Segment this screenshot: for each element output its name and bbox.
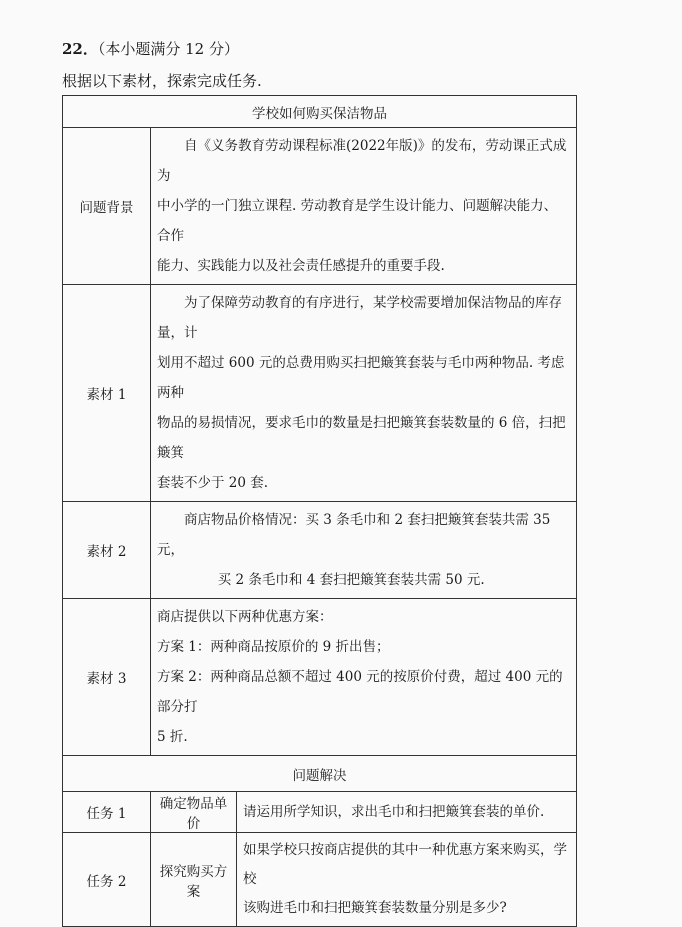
text-line: 中小学的一门独立课程. 劳动教育是学生设计能力、问题解决能力、合作 bbox=[157, 198, 558, 244]
materials-table bbox=[62, 95, 577, 927]
text-line: 能力、实践能力以及社会责任感提升的重要手段. bbox=[157, 258, 445, 274]
material-2-text bbox=[151, 502, 577, 599]
text-line: 请运用所学知识，求出毛巾和扫把簸箕套装的单价. bbox=[243, 803, 545, 820]
text-line: 方案 1：两种商品按原价的 9 折出售； bbox=[157, 639, 390, 655]
table-header-row bbox=[63, 96, 577, 128]
problem-title bbox=[62, 38, 239, 59]
text-line: 商店提供以下两种优惠方案： bbox=[157, 609, 333, 625]
text-line: 划用不超过 600 元的总费用购买扫把簸箕套装与毛巾两种物品. 考虑两种 bbox=[157, 355, 565, 401]
problem-score-note: （本小题满分 12 分） bbox=[97, 40, 239, 58]
text-line: 如果学校只按商店提供的其中一种优惠方案来购买，学校 bbox=[243, 842, 567, 887]
solve-header-row bbox=[63, 756, 577, 792]
text-line: 套装不少于 20 套. bbox=[157, 475, 269, 491]
table-title: 学校如何购买保洁物品 bbox=[63, 96, 577, 128]
background-row bbox=[63, 128, 577, 285]
row-label-background: 问题背景 bbox=[63, 128, 151, 285]
problem-number: 22． bbox=[62, 40, 98, 58]
task-1-text bbox=[237, 792, 577, 833]
material-3-row bbox=[63, 599, 577, 756]
task-2-text bbox=[237, 833, 577, 927]
text-line: 商店物品价格情况：买 3 条毛巾和 2 套扫把簸箕套装共需 35 元， bbox=[157, 512, 551, 558]
text-line: 买 2 条毛巾和 4 套扫把簸箕套装共需 50 元. bbox=[217, 572, 485, 588]
material-2-row bbox=[63, 502, 577, 599]
text-line: 该购进毛巾和扫把簸箕套装数量分别是多少? bbox=[243, 900, 507, 916]
row-label-material-2: 素材 2 bbox=[63, 502, 151, 599]
text-line: 为了保障劳动教育的有序进行，某学校需要增加保洁物品的库存量，计 bbox=[157, 295, 562, 341]
text-line: 5 折. bbox=[157, 729, 188, 745]
task-1-row bbox=[63, 792, 577, 833]
background-text bbox=[151, 128, 577, 285]
row-label-material-1: 素材 1 bbox=[63, 285, 151, 502]
task-2-name: 探究购买方案 bbox=[151, 833, 237, 927]
text-line: 自《义务教育劳动课程标准(2022年版)》的发布，劳动课正式成为 bbox=[157, 138, 567, 184]
task-1-label: 任务 1 bbox=[63, 792, 151, 833]
row-label-material-3: 素材 3 bbox=[63, 599, 151, 756]
problem-intro: 根据以下素材，探索完成任务. bbox=[62, 72, 262, 90]
material-3-text bbox=[151, 599, 577, 756]
text-line: 物品的易损情况，要求毛巾的数量是扫把簸箕套装数量的 6 倍，扫把簸箕 bbox=[157, 415, 566, 461]
task-1-name: 确定物品单价 bbox=[151, 792, 237, 833]
task-2-label: 任务 2 bbox=[63, 833, 151, 927]
material-1-text bbox=[151, 285, 577, 502]
solve-header: 问题解决 bbox=[63, 756, 577, 792]
task-2-row bbox=[63, 833, 577, 927]
material-1-row bbox=[63, 285, 577, 502]
text-line: 方案 2：两种商品总额不超过 400 元的按原价付费，超过 400 元的部分打 bbox=[157, 669, 563, 715]
